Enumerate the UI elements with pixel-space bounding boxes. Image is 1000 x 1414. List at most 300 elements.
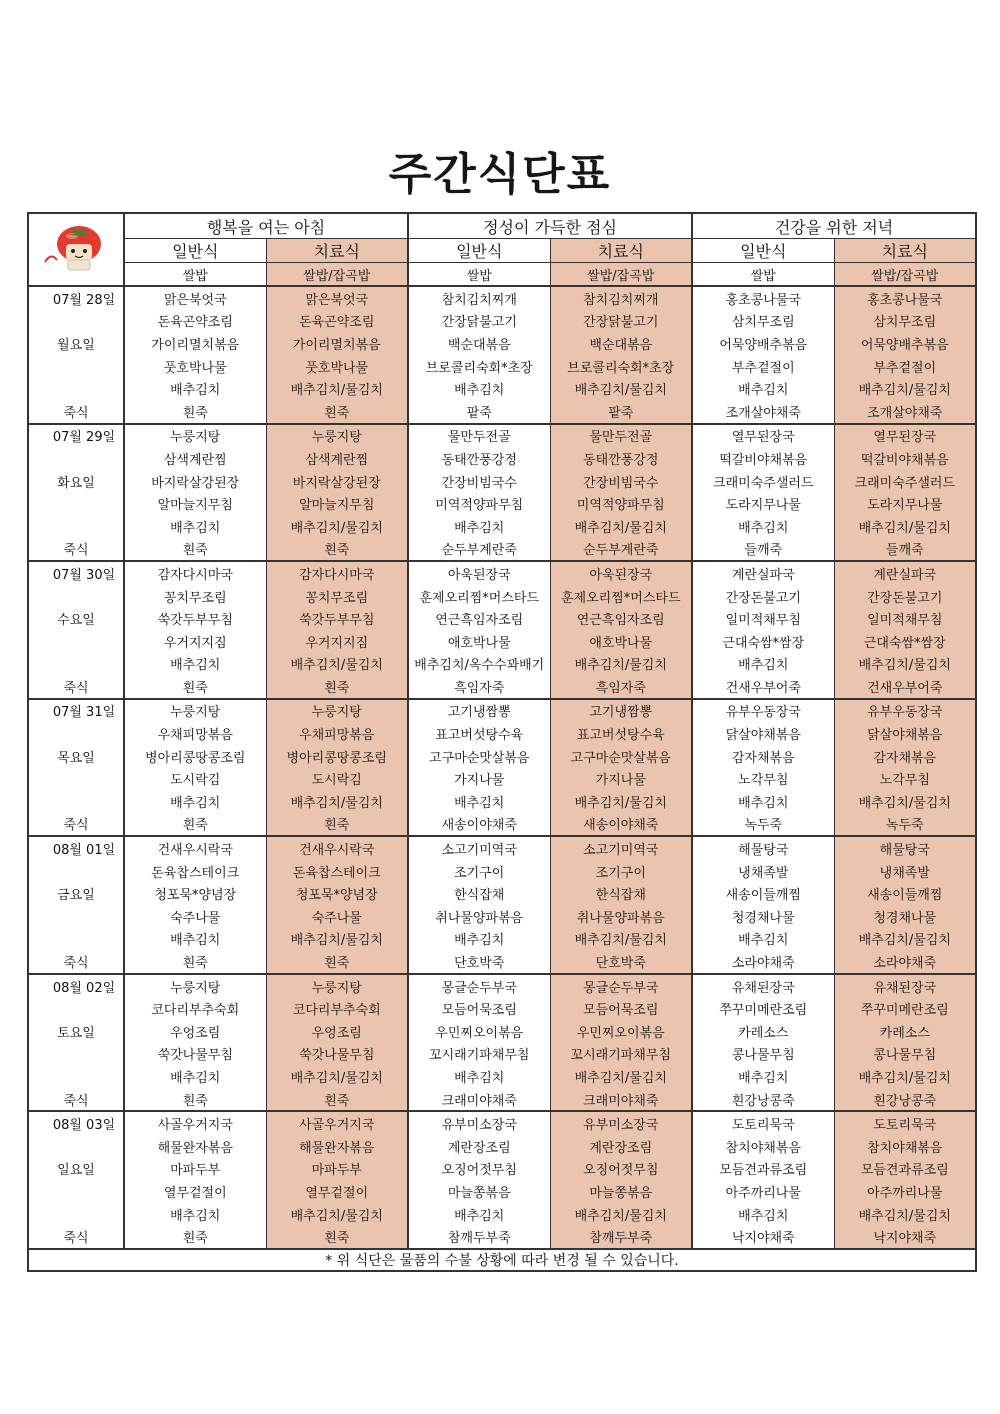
general-menu-item: 미역적양파무침 (408, 492, 550, 515)
therapy-menu-item: 풋호박나물 (266, 355, 408, 378)
general-menu-item: 흰죽 (124, 675, 266, 699)
therapy-menu-item: 참치야채볶음 (834, 1135, 976, 1158)
general-menu-item: 열무겉절이 (124, 1180, 266, 1203)
general-menu-item: 배추김치 (408, 928, 550, 951)
day-label-blank (28, 653, 124, 676)
general-menu-item: 계란장조림 (408, 1135, 550, 1158)
therapy-menu-item: 들깨죽 (834, 538, 976, 562)
general-menu-item: 팥죽 (408, 400, 550, 424)
general-menu-item: 참치야채볶음 (692, 1135, 834, 1158)
general-menu-item: 알마늘지무침 (124, 492, 266, 515)
therapy-menu-item: 누룽지탕 (266, 974, 408, 998)
therapy-menu-item: 소라야채죽 (834, 950, 976, 974)
therapy-menu-item: 계란실파국 (834, 561, 976, 585)
general-menu-item: 흰죽 (124, 538, 266, 562)
therapy-menu-item: 배추김치/물김치 (550, 1203, 692, 1226)
therapy-menu-item: 고구마순맛살볶음 (550, 745, 692, 768)
day-label-blank (28, 310, 124, 333)
therapy-menu-item: 열무된장국 (834, 424, 976, 448)
general-menu-item: 감자다시마국 (124, 561, 266, 585)
general-menu-item: 흰죽 (124, 950, 266, 974)
therapy-menu-item: 유부미소장국 (550, 1111, 692, 1135)
general-menu-item: 코다리부추숙회 (124, 997, 266, 1020)
therapy-menu-item: 크래미야채죽 (550, 1088, 692, 1112)
general-menu-item: 바지락살강된장 (124, 470, 266, 493)
therapy-menu-item: 배추김치/물김치 (266, 1065, 408, 1088)
menu-row (28, 447, 976, 470)
lunch-header: 정성이 가득한 점심 (408, 213, 692, 239)
porridge-label: 죽식 (28, 1088, 124, 1112)
therapy-menu-item: 도라지무나물 (834, 492, 976, 515)
therapy-menu-item: 꽁치무조림 (266, 585, 408, 608)
therapy-menu-item: 백순대볶음 (550, 332, 692, 355)
general-menu-item: 돈육찹스테이크 (124, 860, 266, 883)
therapy-menu-item: 참치김치찌개 (550, 286, 692, 310)
general-menu-item: 배추김치 (124, 790, 266, 813)
menu-row (28, 722, 976, 745)
general-menu-item: 배추김치 (408, 1065, 550, 1088)
menu-row (28, 813, 976, 837)
therapy-menu-item: 삼치무조림 (834, 310, 976, 333)
day-label-blank (28, 447, 124, 470)
general-menu-item: 흑임자죽 (408, 675, 550, 699)
therapy-menu-item: 흰죽 (266, 675, 408, 699)
therapy-menu-item: 물만두전골 (550, 424, 692, 448)
general-menu-item: 가지나물 (408, 767, 550, 790)
therapy-menu-item: 흰죽 (266, 1088, 408, 1112)
general-menu-item: 유부미소장국 (408, 1111, 550, 1135)
therapy-menu-item: 도토리묵국 (834, 1111, 976, 1135)
therapy-menu-item: 맑은북엇국 (266, 286, 408, 310)
lunch-therapy-header: 치료식 (550, 239, 692, 263)
menu-row (28, 400, 976, 424)
general-menu-item: 브로콜리숙회*초장 (408, 355, 550, 378)
therapy-menu-item: 감자채볶음 (834, 745, 976, 768)
menu-row (28, 377, 976, 400)
general-menu-item: 조개살야채죽 (692, 400, 834, 424)
therapy-menu-item: 배추김치/물김치 (266, 515, 408, 538)
general-menu-item: 배추김치 (408, 790, 550, 813)
therapy-menu-item: 사골우거지국 (266, 1111, 408, 1135)
general-menu-item: 배추김치 (692, 790, 834, 813)
therapy-menu-item: 우채피망볶음 (266, 722, 408, 745)
therapy-menu-item: 간장돈불고기 (834, 585, 976, 608)
therapy-menu-item: 콩나물무침 (834, 1043, 976, 1066)
general-menu-item: 새송이야채죽 (408, 813, 550, 837)
therapy-menu-item: 배추김치/물김치 (550, 928, 692, 951)
therapy-menu-item: 새송이야채죽 (550, 813, 692, 837)
general-menu-item: 배추김치 (124, 928, 266, 951)
therapy-menu-item: 배추김치/물김치 (550, 790, 692, 813)
menu-row (28, 1135, 976, 1158)
general-menu-item: 열무된장국 (692, 424, 834, 448)
therapy-menu-item: 배추김치/물김치 (266, 377, 408, 400)
general-menu-item: 건새우부어죽 (692, 675, 834, 699)
general-menu-item: 녹두죽 (692, 813, 834, 837)
tomato-mascot-icon (41, 222, 111, 274)
general-menu-item: 아주까리나물 (692, 1180, 834, 1203)
day-label-blank (28, 355, 124, 378)
menu-row (28, 1203, 976, 1226)
general-menu-item: 카레소스 (692, 1020, 834, 1043)
therapy-menu-item: 배추김치/물김치 (834, 515, 976, 538)
general-menu-item: 크래미야채죽 (408, 1088, 550, 1112)
general-menu-item: 모듬견과류조림 (692, 1158, 834, 1181)
general-menu-item: 낙지야채죽 (692, 1225, 834, 1249)
day-weekday: 수요일 (57, 613, 95, 629)
general-menu-item: 감자채볶음 (692, 745, 834, 768)
menu-row (28, 1180, 976, 1203)
therapy-menu-item: 고기냉짬뽕 (550, 699, 692, 723)
general-menu-item: 흰죽 (124, 400, 266, 424)
therapy-menu-item: 배추김치/물김치 (266, 790, 408, 813)
general-menu-item: 유채된장국 (692, 974, 834, 998)
therapy-menu-item: 조기구이 (550, 860, 692, 883)
day-label-blank (28, 997, 124, 1020)
menu-row (28, 561, 976, 585)
therapy-menu-item: 숙주나물 (266, 905, 408, 928)
therapy-menu-item: 쑥갓나물무침 (266, 1043, 408, 1066)
therapy-menu-item: 누룽지탕 (266, 699, 408, 723)
therapy-menu-item: 우민찌오이볶음 (550, 1020, 692, 1043)
menu-row (28, 355, 976, 378)
therapy-menu-item: 홍초콩나물국 (834, 286, 976, 310)
general-menu-item: 건새우시락국 (124, 836, 266, 860)
therapy-menu-item: 흰죽 (266, 538, 408, 562)
day-date: 07월 28일 (52, 292, 116, 308)
general-menu-item: 배추김치 (692, 377, 834, 400)
general-menu-item: 고구마순맛살볶음 (408, 745, 550, 768)
therapy-menu-item: 마늘쫑볶음 (550, 1180, 692, 1203)
day-date: 07월 31일 (52, 705, 116, 721)
general-menu-item: 배추김치 (124, 1065, 266, 1088)
breakfast-general-rice: 쌀밥 (124, 263, 266, 287)
day-label-blank (28, 1043, 124, 1066)
day-weekday: 월요일 (57, 337, 95, 353)
general-menu-item: 표고버섯탕수육 (408, 722, 550, 745)
therapy-menu-item: 배추김치/물김치 (834, 377, 976, 400)
general-menu-item: 새송이들깨찜 (692, 882, 834, 905)
menu-row (28, 905, 976, 928)
therapy-menu-item: 배추김치/물김치 (834, 653, 976, 676)
therapy-menu-item: 바지락살강된장 (266, 470, 408, 493)
therapy-menu-item: 누룽지탕 (266, 424, 408, 448)
lunch-general-header: 일반식 (408, 239, 550, 263)
therapy-menu-item: 흰죽 (266, 950, 408, 974)
day-label-blank (28, 585, 124, 608)
general-menu-item: 유부우동장국 (692, 699, 834, 723)
general-menu-item: 배추김치 (124, 1203, 266, 1226)
general-menu-item: 배추김치 (124, 377, 266, 400)
day-label-blank (28, 630, 124, 653)
day-weekday: 목요일 (57, 750, 95, 766)
general-menu-item: 홍초콩나물국 (692, 286, 834, 310)
therapy-menu-item: 참깨두부죽 (550, 1225, 692, 1249)
therapy-menu-item: 유채된장국 (834, 974, 976, 998)
general-menu-item: 소라야채죽 (692, 950, 834, 974)
menu-row (28, 745, 976, 768)
breakfast-header: 행복을 여는 아침 (124, 213, 408, 239)
therapy-menu-item: 애호박나물 (550, 630, 692, 653)
therapy-menu-item: 배추김치/물김치 (266, 928, 408, 951)
therapy-menu-item: 배추김치/물김치 (550, 653, 692, 676)
dinner-header: 건강을 위한 저녁 (692, 213, 976, 239)
dinner-general-header: 일반식 (692, 239, 834, 263)
menu-row (28, 424, 976, 448)
general-menu-item: 배추김치 (408, 377, 550, 400)
dinner-general-rice: 쌀밥 (692, 263, 834, 287)
footer-note: * 위 식단은 물품의 수불 상황에 따라 변경 될 수 있습니다. (28, 1249, 976, 1271)
general-menu-item: 마파두부 (124, 1158, 266, 1181)
general-menu-item: 노각무침 (692, 767, 834, 790)
general-menu-item: 조기구이 (408, 860, 550, 883)
therapy-menu-item: 배추김치/물김치 (550, 1065, 692, 1088)
general-menu-item: 어묵양배추볶음 (692, 332, 834, 355)
therapy-menu-item: 카레소스 (834, 1020, 976, 1043)
therapy-menu-item: 낙지야채죽 (834, 1225, 976, 1249)
therapy-menu-item: 열무겉절이 (266, 1180, 408, 1203)
general-menu-item: 배추김치 (124, 515, 266, 538)
therapy-menu-item: 청포묵*양념장 (266, 882, 408, 905)
general-menu-item: 청포묵*양념장 (124, 882, 266, 905)
therapy-menu-item: 아욱된장국 (550, 561, 692, 585)
menu-row (28, 767, 976, 790)
general-menu-item: 배추김치 (124, 653, 266, 676)
therapy-menu-item: 떡갈비야채볶음 (834, 447, 976, 470)
general-menu-item: 간장돈불고기 (692, 585, 834, 608)
therapy-menu-item: 취나물양파볶음 (550, 905, 692, 928)
general-menu-item: 일미적채무침 (692, 607, 834, 630)
therapy-menu-item: 배추김치/물김치 (266, 653, 408, 676)
day-label-blank (28, 928, 124, 951)
mascot-logo-cell (28, 213, 124, 286)
therapy-menu-item: 계란장조림 (550, 1135, 692, 1158)
porridge-label: 죽식 (28, 813, 124, 837)
menu-row (28, 310, 976, 333)
therapy-menu-item: 쭈꾸미메란조림 (834, 997, 976, 1020)
therapy-menu-item: 모듬어묵조림 (550, 997, 692, 1020)
therapy-menu-item: 크래미숙주샐러드 (834, 470, 976, 493)
general-menu-item: 꼬시래기파채무침 (408, 1043, 550, 1066)
general-menu-item: 간장비빔국수 (408, 470, 550, 493)
general-menu-item: 흰죽 (124, 1225, 266, 1249)
menu-row (28, 286, 976, 310)
therapy-menu-item: 흰죽 (266, 813, 408, 837)
menu-row (28, 538, 976, 562)
day-date: 08월 03일 (52, 1118, 116, 1134)
general-menu-item: 고기냉짬뽕 (408, 699, 550, 723)
general-menu-item: 누룽지탕 (124, 424, 266, 448)
porridge-label: 죽식 (28, 1225, 124, 1249)
therapy-menu-item: 우거지지짐 (266, 630, 408, 653)
lunch-therapy-rice: 쌀밥/잡곡밥 (550, 263, 692, 287)
menu-row (28, 997, 976, 1020)
therapy-menu-item: 닭살야채볶음 (834, 722, 976, 745)
therapy-menu-item: 배추김치/물김치 (550, 515, 692, 538)
therapy-menu-item: 꼬시래기파채무침 (550, 1043, 692, 1066)
therapy-menu-item: 배추김치/물김치 (266, 1203, 408, 1226)
general-menu-item: 배추김치/옥수수꽈배기 (408, 653, 550, 676)
therapy-menu-item: 해물탕국 (834, 836, 976, 860)
therapy-menu-item: 소고기미역국 (550, 836, 692, 860)
weekly-menu-table (27, 212, 977, 1272)
breakfast-therapy-header: 치료식 (266, 239, 408, 263)
therapy-menu-item: 우엉조림 (266, 1020, 408, 1043)
therapy-menu-item: 녹두죽 (834, 813, 976, 837)
general-menu-item: 한식잡채 (408, 882, 550, 905)
menu-row (28, 1088, 976, 1112)
menu-row (28, 1111, 976, 1135)
general-menu-item: 배추김치 (408, 515, 550, 538)
menu-row (28, 928, 976, 951)
therapy-menu-item: 순두부계란죽 (550, 538, 692, 562)
therapy-menu-item: 부추겉절이 (834, 355, 976, 378)
therapy-menu-item: 건새우부어죽 (834, 675, 976, 699)
menu-row (28, 675, 976, 699)
general-menu-item: 병아리콩땅콩조림 (124, 745, 266, 768)
menu-row (28, 470, 976, 493)
menu-row (28, 332, 976, 355)
therapy-menu-item: 쑥갓두부무침 (266, 607, 408, 630)
therapy-menu-item: 알마늘지무침 (266, 492, 408, 515)
day-date: 08월 02일 (52, 980, 116, 996)
therapy-menu-item: 근대숙쌈*쌈장 (834, 630, 976, 653)
therapy-menu-item: 미역적양파무침 (550, 492, 692, 515)
lunch-general-rice: 쌀밥 (408, 263, 550, 287)
day-label-blank (28, 377, 124, 400)
general-menu-item: 우채피망볶음 (124, 722, 266, 745)
day-label-blank (28, 1180, 124, 1203)
general-menu-item: 누룽지탕 (124, 974, 266, 998)
general-menu-item: 단호박죽 (408, 950, 550, 974)
therapy-menu-item: 유부우동장국 (834, 699, 976, 723)
general-menu-item: 사골우거지국 (124, 1111, 266, 1135)
day-label-blank (28, 1203, 124, 1226)
general-menu-item: 맑은북엇국 (124, 286, 266, 310)
general-menu-item: 숙주나물 (124, 905, 266, 928)
general-menu-item: 도시락김 (124, 767, 266, 790)
day-date: 07월 30일 (52, 567, 116, 583)
therapy-menu-item: 감자다시마국 (266, 561, 408, 585)
general-menu-item: 우거지지짐 (124, 630, 266, 653)
porridge-label: 죽식 (28, 400, 124, 424)
general-menu-item: 부추겉절이 (692, 355, 834, 378)
dinner-therapy-header: 치료식 (834, 239, 976, 263)
day-weekday: 금요일 (57, 888, 95, 904)
menu-row (28, 515, 976, 538)
therapy-menu-item: 건새우시락국 (266, 836, 408, 860)
therapy-menu-item: 어묵양배추볶음 (834, 332, 976, 355)
menu-row (28, 1158, 976, 1181)
day-label-blank (28, 722, 124, 745)
general-menu-item: 콩나물무침 (692, 1043, 834, 1066)
general-menu-item: 삼색계란찜 (124, 447, 266, 470)
day-label-blank (28, 515, 124, 538)
general-menu-item: 동태깐풍강정 (408, 447, 550, 470)
general-menu-item: 우엉조림 (124, 1020, 266, 1043)
general-menu-item: 청경채나물 (692, 905, 834, 928)
general-menu-item: 물만두전골 (408, 424, 550, 448)
general-menu-item: 참치김치찌개 (408, 286, 550, 310)
porridge-label: 죽식 (28, 538, 124, 562)
general-menu-item: 취나물양파볶음 (408, 905, 550, 928)
therapy-menu-item: 삼색계란찜 (266, 447, 408, 470)
therapy-menu-item: 아주까리나물 (834, 1180, 976, 1203)
therapy-menu-item: 간장비빔국수 (550, 470, 692, 493)
general-menu-item: 오징어젓무침 (408, 1158, 550, 1181)
therapy-menu-item: 배추김치/물김치 (834, 928, 976, 951)
general-menu-item: 도라지무나물 (692, 492, 834, 515)
general-menu-item: 쑥갓나물무침 (124, 1043, 266, 1066)
therapy-menu-item: 배추김치/물김치 (834, 1203, 976, 1226)
general-menu-item: 계란실파국 (692, 561, 834, 585)
porridge-label: 죽식 (28, 950, 124, 974)
menu-row (28, 1043, 976, 1066)
therapy-menu-item: 흰죽 (266, 400, 408, 424)
therapy-menu-item: 도시락김 (266, 767, 408, 790)
therapy-menu-item: 새송이들깨찜 (834, 882, 976, 905)
general-menu-item: 쑥갓두부무침 (124, 607, 266, 630)
general-menu-item: 배추김치 (692, 653, 834, 676)
therapy-menu-item: 동태깐풍강정 (550, 447, 692, 470)
general-menu-item: 배추김치 (692, 515, 834, 538)
general-menu-item: 모듬어묵조림 (408, 997, 550, 1020)
general-menu-item: 애호박나물 (408, 630, 550, 653)
general-menu-item: 참깨두부죽 (408, 1225, 550, 1249)
general-menu-item: 배추김치 (408, 1203, 550, 1226)
general-menu-item: 근대숙쌈*쌈장 (692, 630, 834, 653)
menu-row (28, 630, 976, 653)
porridge-label: 죽식 (28, 675, 124, 699)
therapy-menu-item: 가지나물 (550, 767, 692, 790)
therapy-menu-item: 돈육곤약조림 (266, 310, 408, 333)
menu-row (28, 492, 976, 515)
menu-row (28, 585, 976, 608)
therapy-menu-item: 배추김치/물김치 (834, 1065, 976, 1088)
general-menu-item: 마늘쫑볶음 (408, 1180, 550, 1203)
therapy-menu-item: 표고버섯탕수육 (550, 722, 692, 745)
therapy-menu-item: 일미적채무침 (834, 607, 976, 630)
day-label-blank (28, 492, 124, 515)
general-menu-item: 흰강낭콩죽 (692, 1088, 834, 1112)
general-menu-item: 훈제오리찜*머스타드 (408, 585, 550, 608)
day-label-blank (28, 1065, 124, 1088)
general-menu-item: 소고기미역국 (408, 836, 550, 860)
therapy-menu-item: 팥죽 (550, 400, 692, 424)
therapy-menu-item: 냉채족발 (834, 860, 976, 883)
menu-row (28, 836, 976, 860)
day-weekday: 토요일 (57, 1025, 95, 1041)
day-label-blank (28, 905, 124, 928)
therapy-menu-item: 돈육찹스테이크 (266, 860, 408, 883)
therapy-menu-item: 배추김치/물김치 (834, 790, 976, 813)
therapy-menu-item: 배추김치/물김치 (550, 377, 692, 400)
general-menu-item: 흰죽 (124, 813, 266, 837)
menu-row (28, 653, 976, 676)
day-label-blank (28, 1135, 124, 1158)
menu-row (28, 950, 976, 974)
breakfast-therapy-rice: 쌀밥/잡곡밥 (266, 263, 408, 287)
menu-row (28, 1225, 976, 1249)
general-menu-item: 몽글순두부국 (408, 974, 550, 998)
general-menu-item: 배추김치 (692, 1203, 834, 1226)
therapy-menu-item: 훈제오리찜*머스타드 (550, 585, 692, 608)
general-menu-item: 아욱된장국 (408, 561, 550, 585)
breakfast-general-header: 일반식 (124, 239, 266, 263)
general-menu-item: 크래미숙주샐러드 (692, 470, 834, 493)
therapy-menu-item: 단호박죽 (550, 950, 692, 974)
general-menu-item: 떡갈비야채볶음 (692, 447, 834, 470)
